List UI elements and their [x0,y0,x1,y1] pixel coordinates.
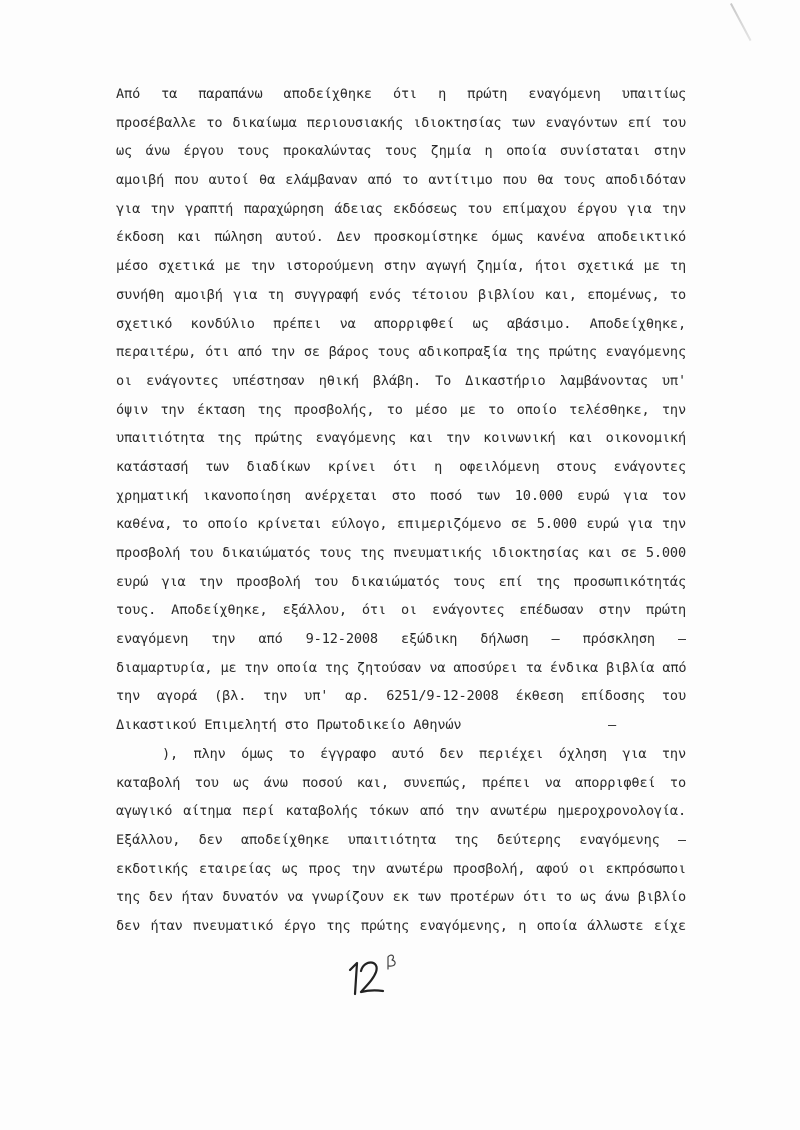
text-line: αμοιβή που αυτοί θα ελάμβαναν από το αντίτιμο που θα τους αποδιδόταν [116,172,686,189]
text-line: έκδοση και πώληση αυτού. Δεν προσκομίστηκε όμως κανένα αποδεικτικό [116,229,686,246]
handwritten-page-number [344,954,414,999]
text-line-left: Δικαστικού Επιμελητή στο Πρωτοδικείο Αθηνών [116,717,462,734]
text-line: προσβολή του δικαιώματός τους της πνευματικής ιδιοκτησίας και σε 5.000 [116,545,686,561]
text-line: προσέβαλλε το δικαίωμα περιουσιακής ιδιοκτησίας των εναγόντων επί του [116,114,686,131]
text-line-dash: — [607,717,616,734]
text-line: καθένα, το οποίο κρίνεται εύλογο, επιμεριζόμενο σε 5.000 ευρώ για την [116,516,686,533]
document-body [116,80,686,941]
text-line: εκδοτικής εταιρείας ως προς την ανωτέρω προσβολή, αφού οι εκπρόσωποι [116,860,686,877]
text-line: κατάστασή των διαδίκων κρίνει ότι η οφειλόμενη στους ενάγοντες [116,458,686,475]
text-line: ευρώ για την προσβολή του δικαιώματός τους επί της προσωπικότητάς [116,573,686,590]
text-line: χρηματική ικανοποίηση ανέρχεται στο ποσό των 10.000 ευρώ για τον [116,487,686,504]
text-line: τους. Αποδείχθηκε, εξάλλου, ότι οι ενάγοντες επέδωσαν στην πρώτη [116,602,686,619]
text-line: δεν ήταν πνευματικό έργο της πρώτης εναγόμενης, η οποία άλλωστε είχε [116,917,686,934]
text-line: όψιν την έκταση της προσβολής, το μέσο με το οποίο τελέσθηκε, την [116,401,686,418]
handwritten-page-number-glyphs [344,954,414,999]
text-line-with-redaction [116,711,686,740]
text-line: Από τα παραπάνω αποδείχθηκε ότι η πρώτη εναγόμενη υπαιτίως [116,86,686,102]
text-line: διαμαρτυρία, με την οποία της ζητούσαν να αποσύρει τα ένδικα βιβλία από [116,659,686,676]
text-line: ως άνω έργου τους προκαλώντας τους ζημία η οποία συνίσταται στην [116,143,686,160]
text-line: αγωγικό αίτημα περί καταβολής τόκων από την ανωτέρω ημεροχρονολογία. [116,803,686,820]
text-line: Εξάλλου, δεν αποδείχθηκε υπαιτιότητα της δεύτερης εναγόμενης – [116,831,686,848]
text-line: καταβολή του ως άνω ποσού και, συνεπώς, πρέπει να απορριφθεί το [116,774,686,791]
text-line: εναγόμενη την από 9-12-2008 εξώδικη δήλωση — πρόσκληση — [116,631,686,648]
text-line: οι ενάγοντες υπέστησαν ηθική βλάβη. Το Δικαστήριο λαμβάνοντας υπ' [116,372,686,389]
scan-artifact [730,3,751,41]
text-line: της δεν ήταν δυνατόν να γνωρίζουν εκ των προτέρων ότι το ως άνω βιβλίο [116,889,686,906]
text-line: την αγορά (βλ. την υπ' αρ. 6251/9-12-2008 έκθεση επίδοσης του [116,688,686,705]
text-line: υπαιτιότητα της πρώτης εναγόμενης και την κοινωνική και οικονομική [116,430,686,447]
text-line: σχετικό κονδύλιο πρέπει να απορριφθεί ως αβάσιμο. Αποδείχθηκε, [116,315,686,332]
text-line: μέσο σχετικά με την ιστορούμενη στην αγωγή ζημία, ήτοι σχετικά με τη [116,258,686,275]
indented-text-line: ), πλην όμως το έγγραφο αυτό δεν περιέχει όχληση για την [162,745,686,762]
text-line: περαιτέρω, ότι από την σε βάρος τους αδικοπραξία της πρώτης εναγόμενης [116,344,686,361]
text-line: συνήθη αμοιβή για τη συγγραφή ενός τέτοιου βιβλίου και, επομένως, το [116,286,686,303]
text-line: για την γραπτή παραχώρηση άδειας εκδόσεως του επίμαχου έργου για την [116,200,686,217]
